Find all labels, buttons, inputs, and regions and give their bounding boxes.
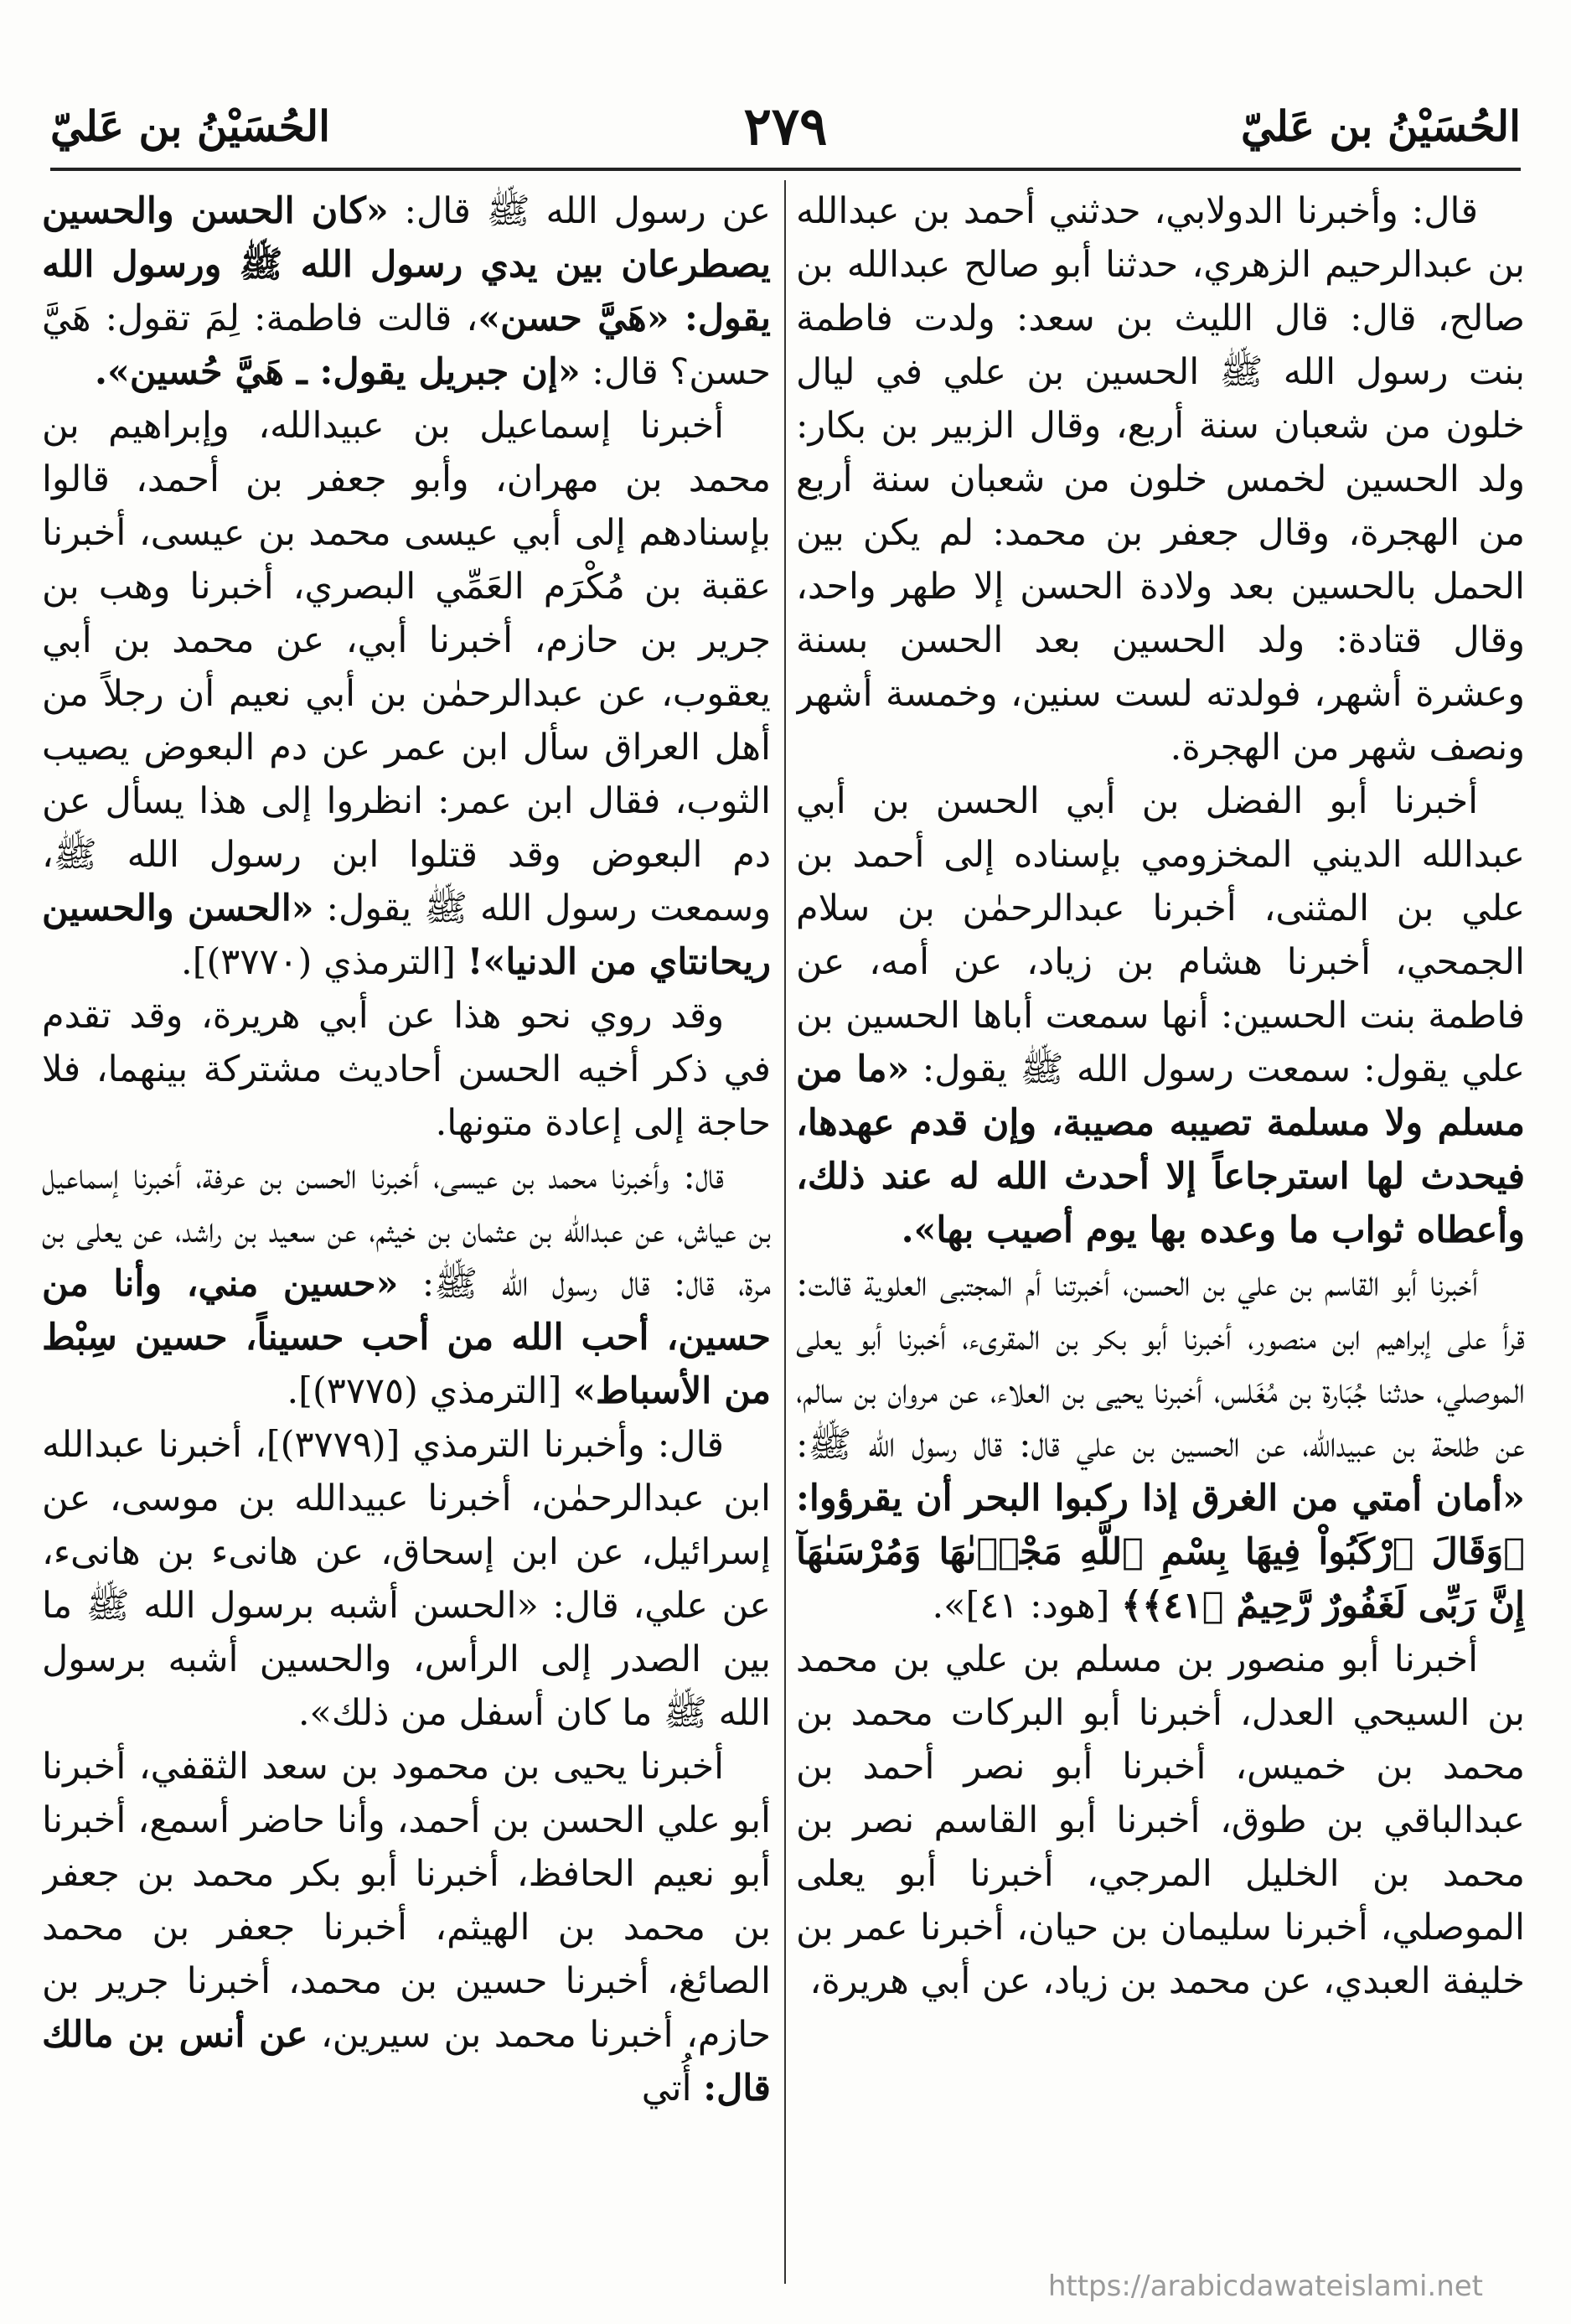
paragraph	[42, 989, 771, 1150]
paragraph	[42, 184, 771, 399]
text-run: وقد روي نحو هذا عن أبي هريرة، وقد تقدم في ذكر أخيه الحسن أحاديث مشتركة بينهما، فلا حاجة إلى إعادة متونها.	[42, 995, 771, 1144]
paragraph	[796, 184, 1525, 774]
emphasized-text: «إن جبريل يقول: ـ هَيَّ حُسين».	[95, 351, 581, 393]
emphasized-text: «حسين مني، وأنا من حسين، أحب الله من أحب حسيناً، حسين سِبْط من الأسباط»	[42, 1263, 771, 1412]
emphasized-text: «ما من مسلم ولا مسلمة تصيبه مصيبة، وإن قدم عهدها، فيحدث لها استرجاعاً إلا أحدث الله له عند ذلك، وأعطاه ثواب ما وعده بها يوم أصيب بها».	[796, 1048, 1525, 1251]
paragraph	[42, 1150, 771, 1418]
paragraph	[796, 1633, 1525, 2008]
header-rule	[50, 168, 1521, 171]
text-run: أخبرنا إسماعيل بن عبيدالله، وإبراهيم بن محمد بن مهران، وأبو جعفر بن أحمد، قالوا بإسنادهم إلى أبي عيسى محمد بن عيسى، أخبرنا عقبة بن مُكْرَم العَمِّي البصري، أخبرنا وهب بن جرير بن حازم، أخبرنا أبي، عن محمد بن أبي يعقوب، عن عبدالرحمٰن بن أبي نعيم أن رجلاً من أهل العراق سأل ابن عمر عن دم البعوض يصيب الثوب، فقال ابن عمر: انظروا إلى هذا يسأل عن دم البعوض وقد قتلوا ابن رسول الله ﷺ، وسمعت رسول الله ﷺ يقول:	[42, 405, 771, 929]
page-header	[50, 80, 1521, 172]
paragraph	[42, 1740, 771, 2115]
running-title-right: الحُسَيْنُ بن عَليّ	[1240, 101, 1521, 151]
running-title-left: الحُسَيْنُ بن عَليّ	[50, 101, 331, 151]
text-run: [هود: ٤١]».	[932, 1585, 1122, 1627]
paragraph	[796, 1257, 1525, 1633]
text-run: قال: وأخبرنا محمد بن عيسى، أخبرنا الحسن بن عرفة، أخبرنا إسماعيل بن عياش، عن عبدالله بن عثمان بن خيثم، عن سعيد بن راشد، عن يعلى بن مرة، قال: قال رسول الله ﷺ:	[42, 1156, 771, 1305]
paragraph	[42, 1418, 771, 1740]
column-divider	[784, 180, 786, 2284]
text-run: أخبرنا أبو الفضل بن أبي الحسن بن أبي عبدالله الديني المخزومي بإسناده إلى أحمد بن علي بن المثنى، أخبرنا عبدالرحمٰن بن سلام الجمحي، أخبرنا هشام بن زياد، عن أمه، عن فاطمة بنت الحسين: أنها سمعت أباها الحسين بن علي يقول: سمعت رسول الله ﷺ يقول:	[796, 780, 1525, 1090]
text-run: أخبرنا يحيى بن محمود بن سعد الثقفي، أخبرنا أبو علي الحسن بن أحمد، وأنا حاضر أسمع، أخبرنا أبو نعيم الحافظ، أخبرنا أبو بكر محمد بن جعفر بن محمد بن الهيثم، أخبرنا جعفر بن محمد الصائغ، أخبرنا حسين بن محمد، أخبرنا جرير بن حازم، أخبرنا محمد بن سيرين،	[42, 1746, 771, 2056]
page-number: ٢٧٩	[743, 95, 828, 157]
watermark-url: https://arabicdawateislami.net	[1047, 2270, 1483, 2303]
emphasized-text: «أمان أمتي من الغرق إذا ركبوا البحر أن يقرؤوا: ﴿وَقَالَ ٱرْكَبُواْ فِيهَا بِسْمِ ٱللَّهِ مَجْرٜىٰهَا وَمُرْسَىٰهَآ إِنَّ رَبِّى لَغَفُورٌ رَّحِيمٌ ﴿٤١﴾﴾	[796, 1478, 1525, 1627]
emphasized-text: عن أنس بن مالك قال:	[42, 2014, 771, 2109]
emphasized-text: «الحسن والحسين ريحانتاي من الدنيا»!	[42, 888, 771, 983]
paragraph	[42, 399, 771, 989]
paragraph	[796, 774, 1525, 1257]
text-run: أخبرنا أبو منصور بن مسلم بن علي بن محمد بن السيحي العدل، أخبرنا أبو البركات محمد بن محمد بن خميس، أخبرنا أبو نصر أحمد بن عبدالباقي بن طوق، أخبرنا أبو القاسم نصر بن محمد بن الخليل المرجي، أخبرنا أبو يعلى الموصلي، أخبرنا سليمان بن حيان، أخبرنا عمر بن خليفة العبدي، عن محمد بن زياد، عن أبي هريرة،	[796, 1638, 1525, 2002]
right-column	[796, 184, 1525, 2280]
text-run: عن رسول الله ﷺ قال:	[388, 190, 771, 232]
emphasized-text: «كان الحسن والحسين يصطرعان بين يدي رسول الله ﷺ ورسول الله يقول: «هَيَّ حسن»	[42, 190, 771, 339]
text-run: قال: وأخبرنا الترمذي [(٣٧٧٩)]، أخبرنا عبدالله ابن عبدالرحمٰن، أخبرنا عبيدالله بن موسى، عن إسرائيل، عن ابن إسحاق، عن هانىء بن هانىء، عن علي، قال: «الحسن أشبه برسول الله ﷺ ما بين الصدر إلى الرأس، والحسين أشبه برسول الله ﷺ ما كان أسفل من ذلك».	[42, 1424, 771, 1734]
left-column	[42, 184, 771, 2280]
text-run: ، قالت فاطمة: لِمَ تقول: هَيَّ حسن؟ قال:	[42, 298, 771, 393]
text-run: [الترمذي (٣٧٧٠)].	[181, 941, 468, 983]
text-run: قال: وأخبرنا الدولابي، حدثني أحمد بن عبدالله بن عبدالرحيم الزهري، حدثنا أبو صالح عبدالله بن صالح، قال: قال الليث بن سعد: ولدت فاطمة بنت رسول الله ﷺ الحسين بن علي في ليال خلون من شعبان سنة أربع، وقال الزبير بن بكار: ولد الحسين لخمس خلون من شعبان سنة أربع من الهجرة، وقال جعفر بن محمد: لم يكن بين الحمل بالحسين بعد ولادة الحسن إلا طهر واحد، وقال قتادة: ولد الحسين بعد الحسن بسنة وعشرة أشهر، فولدته لست سنين، وخمسة أشهر ونصف شهر من الهجرة.	[796, 190, 1525, 769]
text-run: أخبرنا أبو القاسم بن علي بن الحسن، أخبرتنا أم المجتبى العلوية قالت: قرأ على إبراهيم ابن منصور، أخبرنا أبو بكر بن المقرىء، أخبرنا أبو يعلى الموصلي، حدثنا جُبَارة بن مُغَلس، أخبرنا يحيى بن العلاء، عن مروان بن سالم، عن طلحة بن عبيدالله، عن الحسين بن علي قال: قال رسول الله ﷺ:	[796, 1263, 1525, 1466]
text-run: أُتي	[641, 2068, 704, 2109]
text-run: [الترمذي (٣٧٧٥)].	[287, 1370, 574, 1412]
